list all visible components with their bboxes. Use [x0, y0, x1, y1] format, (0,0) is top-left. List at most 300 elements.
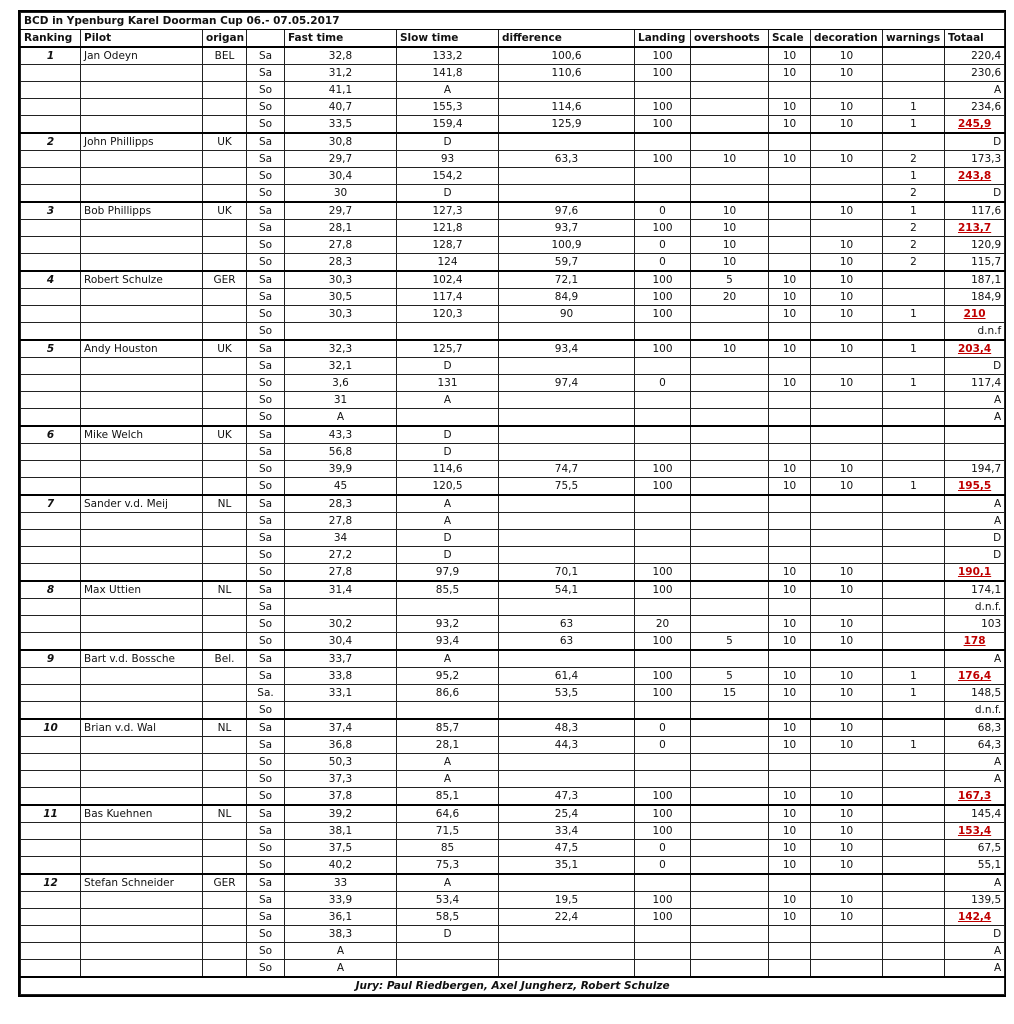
difference-cell: [499, 530, 635, 547]
day-cell: Sa: [247, 47, 285, 65]
total-cell: A: [945, 513, 1005, 530]
fast-time-cell: 3,6: [285, 375, 397, 392]
scale-cell: 10: [769, 47, 811, 65]
scale-cell: 10: [769, 616, 811, 633]
fast-time-cell: 31,4: [285, 581, 397, 599]
attempt-row: [21, 358, 1005, 375]
best-total: 176,4: [957, 670, 992, 682]
decoration-cell: 10: [811, 202, 883, 220]
total-cell: 173,3: [945, 151, 1005, 168]
landing-cell: 100: [635, 99, 691, 116]
pilot-origin: NL: [203, 495, 247, 513]
fast-time-cell: 30,2: [285, 616, 397, 633]
rank-cell: [21, 306, 81, 323]
difference-cell: 47,5: [499, 840, 635, 857]
decoration-cell: 10: [811, 271, 883, 289]
total-cell: d.n.f.: [945, 702, 1005, 720]
slow-time-cell: 93,2: [397, 616, 499, 633]
day-cell: So: [247, 702, 285, 720]
decoration-cell: [811, 547, 883, 564]
slow-time-cell: 154,2: [397, 168, 499, 185]
pilot-name: [81, 323, 203, 341]
landing-cell: 100: [635, 564, 691, 582]
overshoots-cell: [691, 82, 769, 99]
decoration-cell: [811, 82, 883, 99]
decoration-cell: 10: [811, 306, 883, 323]
warnings-cell: [883, 513, 945, 530]
difference-cell: [499, 599, 635, 616]
day-cell: So: [247, 168, 285, 185]
fast-time-cell: 37,8: [285, 788, 397, 806]
pilot-origin: [203, 943, 247, 960]
day-cell: So: [247, 478, 285, 496]
pilot-name: [81, 960, 203, 978]
overshoots-cell: [691, 823, 769, 840]
pilot-name: [81, 840, 203, 857]
total-cell: A: [945, 771, 1005, 788]
attempt-row: [21, 616, 1005, 633]
header-scale: Scale: [769, 30, 811, 48]
warnings-cell: 1: [883, 99, 945, 116]
fast-time-cell: 36,1: [285, 909, 397, 926]
day-cell: So: [247, 461, 285, 478]
rank-cell: 8: [21, 581, 81, 599]
total-cell: [945, 306, 1005, 323]
slow-time-cell: 85: [397, 840, 499, 857]
difference-cell: 61,4: [499, 668, 635, 685]
fast-time-cell: 33: [285, 874, 397, 892]
slow-time-cell: 117,4: [397, 289, 499, 306]
overshoots-cell: [691, 65, 769, 82]
overshoots-cell: [691, 960, 769, 978]
pilot-origin: [203, 892, 247, 909]
difference-cell: 74,7: [499, 461, 635, 478]
warnings-cell: [883, 805, 945, 823]
difference-cell: 125,9: [499, 116, 635, 134]
pilot-name: [81, 564, 203, 582]
total-cell: 174,1: [945, 581, 1005, 599]
slow-time-cell: [397, 960, 499, 978]
day-cell: Sa: [247, 133, 285, 151]
landing-cell: [635, 650, 691, 668]
pilot-name: [81, 444, 203, 461]
total-cell: 55,1: [945, 857, 1005, 875]
warnings-cell: 1: [883, 306, 945, 323]
scale-cell: [769, 220, 811, 237]
total-cell: [945, 444, 1005, 461]
pilot-name: [81, 685, 203, 702]
rank-cell: [21, 823, 81, 840]
slow-time-cell: 120,5: [397, 478, 499, 496]
scale-cell: 10: [769, 685, 811, 702]
day-cell: So: [247, 633, 285, 651]
landing-cell: 20: [635, 616, 691, 633]
fast-time-cell: 31: [285, 392, 397, 409]
slow-time-cell: 75,3: [397, 857, 499, 875]
difference-cell: 70,1: [499, 564, 635, 582]
pilot-name: [81, 909, 203, 926]
attempt-row: [21, 530, 1005, 547]
pilot-origin: [203, 375, 247, 392]
header-difference: difference: [499, 30, 635, 48]
landing-cell: 0: [635, 375, 691, 392]
overshoots-cell: [691, 547, 769, 564]
pilot-origin: GER: [203, 874, 247, 892]
landing-cell: 100: [635, 116, 691, 134]
attempt-row: [21, 599, 1005, 616]
pilot-origin: [203, 116, 247, 134]
landing-cell: [635, 599, 691, 616]
day-cell: So: [247, 99, 285, 116]
pilot-origin: [203, 823, 247, 840]
day-cell: So: [247, 185, 285, 203]
total-cell: A: [945, 960, 1005, 978]
day-cell: So: [247, 616, 285, 633]
slow-time-cell: 114,6: [397, 461, 499, 478]
day-cell: Sa: [247, 668, 285, 685]
pilot-name: [81, 823, 203, 840]
attempt-row: [21, 892, 1005, 909]
scale-cell: 10: [769, 461, 811, 478]
pilot-name: [81, 220, 203, 237]
best-total: 243,8: [957, 170, 992, 182]
total-cell: D: [945, 185, 1005, 203]
pilot-name: [81, 633, 203, 651]
decoration-cell: [811, 185, 883, 203]
landing-cell: 100: [635, 633, 691, 651]
difference-cell: [499, 185, 635, 203]
landing-cell: [635, 547, 691, 564]
fast-time-cell: 33,1: [285, 685, 397, 702]
pilot-name: [81, 771, 203, 788]
pilot-name: Andy Houston: [81, 340, 203, 358]
scale-cell: [769, 943, 811, 960]
attempt-row: [21, 668, 1005, 685]
total-cell: [945, 168, 1005, 185]
warnings-cell: [883, 909, 945, 926]
landing-cell: 0: [635, 737, 691, 754]
total-cell: 230,6: [945, 65, 1005, 82]
warnings-cell: [883, 823, 945, 840]
attempt-row: [21, 685, 1005, 702]
rank-cell: [21, 358, 81, 375]
fast-time-cell: [285, 599, 397, 616]
day-cell: Sa: [247, 805, 285, 823]
day-cell: So: [247, 788, 285, 806]
scale-cell: 10: [769, 116, 811, 134]
total-cell: [945, 116, 1005, 134]
slow-time-cell: A: [397, 754, 499, 771]
warnings-cell: [883, 392, 945, 409]
attempt-row: [21, 133, 1005, 151]
decoration-cell: 10: [811, 116, 883, 134]
header-ranking: Ranking: [21, 30, 81, 48]
pilot-name: [81, 788, 203, 806]
pilot-origin: [203, 289, 247, 306]
title-row: [21, 13, 1005, 30]
fast-time-cell: 29,7: [285, 151, 397, 168]
scale-cell: 10: [769, 271, 811, 289]
warnings-cell: [883, 495, 945, 513]
attempt-row: [21, 461, 1005, 478]
overshoots-cell: [691, 771, 769, 788]
fast-time-cell: 28,3: [285, 254, 397, 272]
day-cell: Sa: [247, 65, 285, 82]
total-cell: d.n.f.: [945, 599, 1005, 616]
decoration-cell: [811, 771, 883, 788]
warnings-cell: [883, 65, 945, 82]
overshoots-cell: [691, 426, 769, 444]
warnings-cell: 1: [883, 478, 945, 496]
warnings-cell: [883, 358, 945, 375]
difference-cell: 72,1: [499, 271, 635, 289]
landing-cell: 100: [635, 220, 691, 237]
total-cell: D: [945, 547, 1005, 564]
decoration-cell: [811, 409, 883, 427]
day-cell: Sa: [247, 271, 285, 289]
attempt-row: [21, 271, 1005, 289]
scale-cell: 10: [769, 823, 811, 840]
difference-cell: 97,6: [499, 202, 635, 220]
scale-cell: [769, 82, 811, 99]
day-cell: So: [247, 960, 285, 978]
overshoots-cell: [691, 599, 769, 616]
decoration-cell: 10: [811, 737, 883, 754]
attempt-row: [21, 202, 1005, 220]
overshoots-cell: 10: [691, 237, 769, 254]
slow-time-cell: 131: [397, 375, 499, 392]
rank-cell: [21, 771, 81, 788]
rank-cell: [21, 564, 81, 582]
fast-time-cell: 37,3: [285, 771, 397, 788]
pilot-origin: [203, 599, 247, 616]
pilot-origin: [203, 461, 247, 478]
best-total: 245,9: [957, 118, 992, 130]
rank-cell: 5: [21, 340, 81, 358]
total-cell: 120,9: [945, 237, 1005, 254]
warnings-cell: [883, 461, 945, 478]
warnings-cell: [883, 857, 945, 875]
rank-cell: 1: [21, 47, 81, 65]
overshoots-cell: [691, 581, 769, 599]
day-cell: So: [247, 547, 285, 564]
scale-cell: [769, 133, 811, 151]
rank-cell: [21, 151, 81, 168]
scale-cell: 10: [769, 909, 811, 926]
attempt-row: [21, 220, 1005, 237]
decoration-cell: 10: [811, 788, 883, 806]
pilot-origin: [203, 409, 247, 427]
total-cell: A: [945, 495, 1005, 513]
pilot-name: [81, 185, 203, 203]
warnings-cell: 2: [883, 151, 945, 168]
total-cell: A: [945, 754, 1005, 771]
day-cell: Sa: [247, 737, 285, 754]
difference-cell: 59,7: [499, 254, 635, 272]
rank-cell: 6: [21, 426, 81, 444]
total-cell: A: [945, 392, 1005, 409]
landing-cell: 100: [635, 478, 691, 496]
landing-cell: [635, 495, 691, 513]
decoration-cell: 10: [811, 840, 883, 857]
landing-cell: 100: [635, 271, 691, 289]
scale-cell: [769, 926, 811, 943]
difference-cell: 19,5: [499, 892, 635, 909]
rank-cell: 12: [21, 874, 81, 892]
slow-time-cell: 28,1: [397, 737, 499, 754]
pilot-name: Mike Welch: [81, 426, 203, 444]
attempt-row: [21, 857, 1005, 875]
fast-time-cell: 33,8: [285, 668, 397, 685]
scale-cell: [769, 426, 811, 444]
rank-cell: [21, 892, 81, 909]
warnings-cell: [883, 926, 945, 943]
day-cell: So: [247, 392, 285, 409]
overshoots-cell: [691, 478, 769, 496]
overshoots-cell: 15: [691, 685, 769, 702]
decoration-cell: [811, 960, 883, 978]
rank-cell: [21, 547, 81, 564]
difference-cell: [499, 426, 635, 444]
attempt-row: [21, 99, 1005, 116]
decoration-cell: 10: [811, 151, 883, 168]
pilot-name: [81, 668, 203, 685]
difference-cell: [499, 702, 635, 720]
pilot-origin: [203, 513, 247, 530]
warnings-cell: 2: [883, 220, 945, 237]
warnings-cell: 2: [883, 185, 945, 203]
pilot-name: Bart v.d. Bossche: [81, 650, 203, 668]
overshoots-cell: [691, 857, 769, 875]
pilot-origin: [203, 926, 247, 943]
scale-cell: 10: [769, 719, 811, 737]
warnings-cell: 1: [883, 668, 945, 685]
slow-time-cell: D: [397, 133, 499, 151]
decoration-cell: [811, 444, 883, 461]
pilot-origin: [203, 254, 247, 272]
landing-cell: 100: [635, 65, 691, 82]
landing-cell: 100: [635, 909, 691, 926]
warnings-cell: 1: [883, 737, 945, 754]
pilot-origin: [203, 99, 247, 116]
scale-cell: [769, 599, 811, 616]
fast-time-cell: 30,3: [285, 271, 397, 289]
pilot-name: [81, 702, 203, 720]
attempt-row: [21, 426, 1005, 444]
day-cell: Sa: [247, 823, 285, 840]
header-day: [247, 30, 285, 48]
overshoots-cell: [691, 805, 769, 823]
difference-cell: 44,3: [499, 737, 635, 754]
best-total: 203,4: [957, 343, 992, 355]
day-cell: Sa: [247, 581, 285, 599]
pilot-name: [81, 478, 203, 496]
pilot-name: [81, 943, 203, 960]
difference-cell: 97,4: [499, 375, 635, 392]
day-cell: Sa: [247, 202, 285, 220]
fast-time-cell: A: [285, 943, 397, 960]
pilot-name: [81, 547, 203, 564]
slow-time-cell: 95,2: [397, 668, 499, 685]
day-cell: So: [247, 323, 285, 341]
warnings-cell: [883, 702, 945, 720]
best-total: 178: [963, 635, 986, 647]
pilot-origin: [203, 564, 247, 582]
rank-cell: [21, 65, 81, 82]
day-cell: Sa: [247, 874, 285, 892]
decoration-cell: 10: [811, 909, 883, 926]
warnings-cell: [883, 771, 945, 788]
rank-cell: [21, 737, 81, 754]
attempt-row: [21, 185, 1005, 203]
warnings-cell: 1: [883, 202, 945, 220]
slow-time-cell: 97,9: [397, 564, 499, 582]
scale-cell: [769, 323, 811, 341]
pilot-name: [81, 289, 203, 306]
best-total: 142,4: [957, 911, 992, 923]
pilot-origin: [203, 685, 247, 702]
total-cell: D: [945, 133, 1005, 151]
landing-cell: [635, 943, 691, 960]
pilot-name: Sander v.d. Meij: [81, 495, 203, 513]
rank-cell: [21, 289, 81, 306]
header-fast-time: Fast time: [285, 30, 397, 48]
attempt-row: [21, 375, 1005, 392]
total-cell: 115,7: [945, 254, 1005, 272]
fast-time-cell: 45: [285, 478, 397, 496]
difference-cell: 75,5: [499, 478, 635, 496]
attempt-row: [21, 478, 1005, 496]
fast-time-cell: 43,3: [285, 426, 397, 444]
fast-time-cell: 30,4: [285, 168, 397, 185]
scale-cell: [769, 254, 811, 272]
pilot-origin: [203, 185, 247, 203]
pilot-name: [81, 599, 203, 616]
total-cell: [945, 788, 1005, 806]
fast-time-cell: 29,7: [285, 202, 397, 220]
attempt-row: [21, 82, 1005, 99]
scale-cell: [769, 702, 811, 720]
overshoots-cell: [691, 409, 769, 427]
warnings-cell: [883, 719, 945, 737]
difference-cell: [499, 874, 635, 892]
attempt-row: [21, 306, 1005, 323]
pilot-origin: [203, 616, 247, 633]
pilot-origin: [203, 392, 247, 409]
difference-cell: [499, 513, 635, 530]
pilot-origin: [203, 65, 247, 82]
jury-text: Jury: Paul Riedbergen, Axel Jungherz, Robert Schulze: [21, 977, 1005, 995]
total-cell: d.n.f: [945, 323, 1005, 341]
pilot-origin: [203, 237, 247, 254]
overshoots-cell: [691, 358, 769, 375]
results-table: [20, 12, 1005, 995]
rank-cell: 10: [21, 719, 81, 737]
warnings-cell: [883, 564, 945, 582]
difference-cell: 93,4: [499, 340, 635, 358]
slow-time-cell: 128,7: [397, 237, 499, 254]
pilot-name: Bas Kuehnen: [81, 805, 203, 823]
warnings-cell: [883, 409, 945, 427]
decoration-cell: 10: [811, 719, 883, 737]
slow-time-cell: 159,4: [397, 116, 499, 134]
overshoots-cell: 10: [691, 220, 769, 237]
overshoots-cell: [691, 650, 769, 668]
decoration-cell: [811, 220, 883, 237]
fast-time-cell: 56,8: [285, 444, 397, 461]
day-cell: So: [247, 254, 285, 272]
rank-cell: [21, 513, 81, 530]
